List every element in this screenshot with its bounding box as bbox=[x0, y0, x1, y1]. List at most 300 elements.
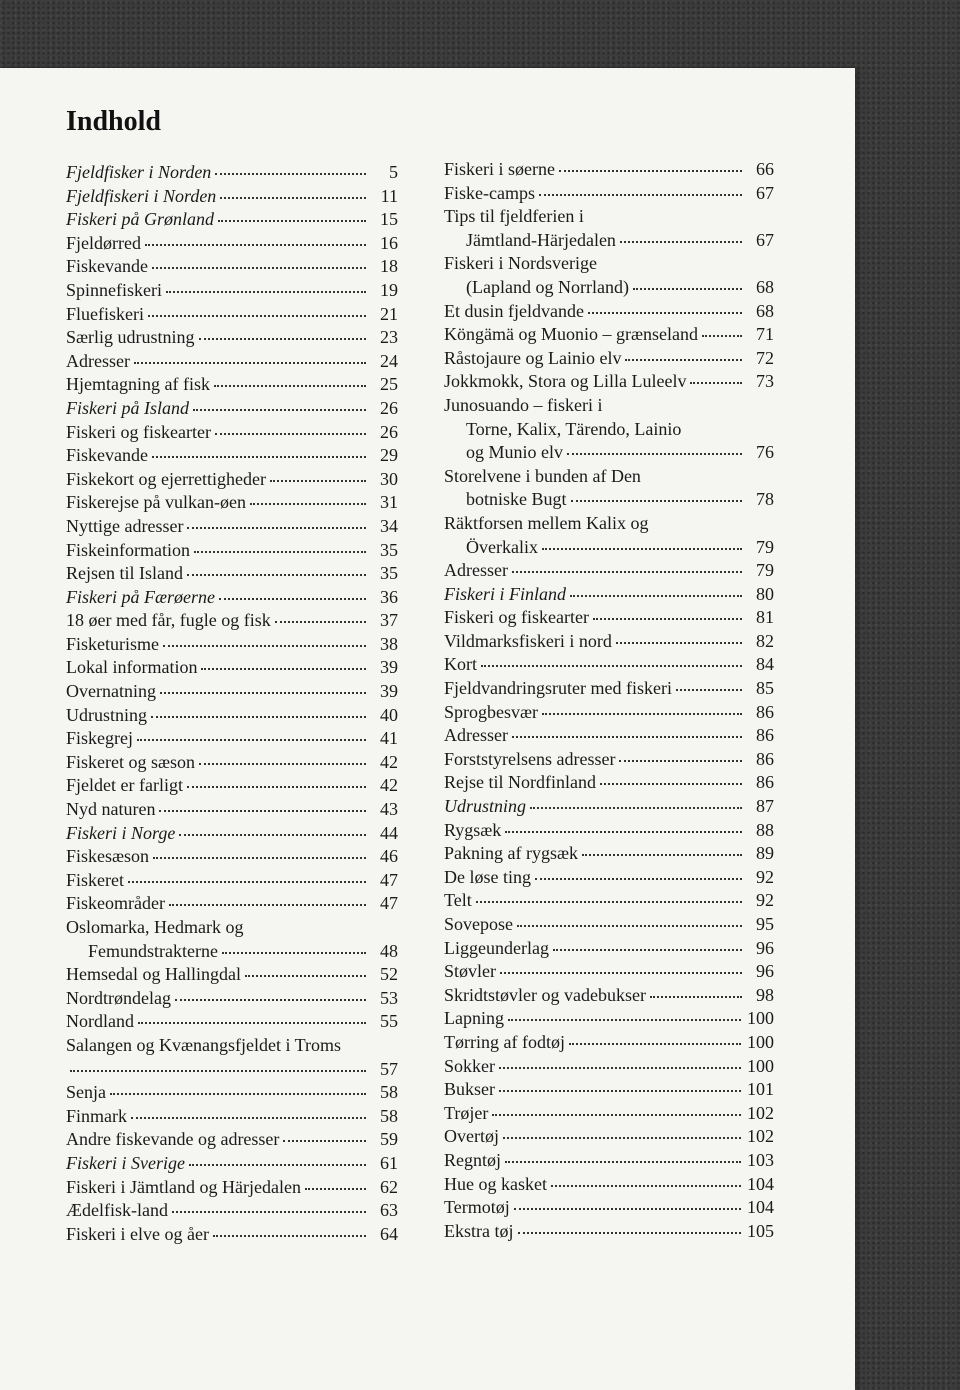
toc-entry-title: Salangen og Kvænangsfjeldet i Troms bbox=[66, 1034, 341, 1055]
toc-entry-title: Fiskeri i elve og åer bbox=[66, 1223, 209, 1244]
toc-entry-title: Sprogbesvær bbox=[444, 701, 538, 722]
toc-entry bbox=[66, 633, 398, 657]
dot-leader bbox=[159, 810, 366, 812]
dot-leader bbox=[553, 949, 742, 951]
dot-leader bbox=[138, 1022, 366, 1024]
toc-page-number: 39 bbox=[380, 657, 398, 678]
toc-entry-title-continued: Överkalix bbox=[466, 536, 538, 557]
toc-entry-title: Tips til fjeldferien i bbox=[444, 206, 584, 227]
toc-entry-title: Overnatning bbox=[66, 681, 156, 702]
dot-leader bbox=[505, 831, 742, 833]
dot-leader bbox=[492, 1114, 741, 1116]
toc-entry-title: Fiskekort og ejerrettigheder bbox=[66, 468, 266, 489]
toc-page-number: 43 bbox=[380, 799, 398, 820]
toc-entry-title: Fluefiskeri bbox=[66, 303, 144, 324]
toc-page-number: 96 bbox=[756, 937, 774, 958]
toc-entry bbox=[444, 771, 774, 795]
toc-entry bbox=[66, 586, 398, 610]
toc-entry-title: Nordtrøndelag bbox=[66, 987, 171, 1008]
dot-leader bbox=[582, 854, 742, 856]
toc-entry-continuation-line bbox=[66, 940, 398, 964]
toc-entry-title-continued: Jämtland-Härjedalen bbox=[466, 229, 616, 250]
toc-entry-title: Råstojaure og Lainio elv bbox=[444, 347, 622, 368]
toc-entry bbox=[66, 751, 398, 775]
toc-entry-title: Fiskeri i Sverige bbox=[66, 1152, 185, 1173]
toc-entry bbox=[444, 960, 774, 984]
toc-entry bbox=[66, 350, 398, 374]
toc-page-number: 19 bbox=[380, 279, 398, 300]
dot-leader bbox=[514, 1208, 741, 1210]
toc-entry bbox=[444, 1055, 774, 1079]
toc-entry-title: Fjeldørred bbox=[66, 232, 141, 253]
toc-page-number: 39 bbox=[380, 681, 398, 702]
toc-page-number: 76 bbox=[756, 442, 774, 463]
toc-entry bbox=[444, 512, 774, 559]
toc-entry-title: Nyd naturen bbox=[66, 799, 156, 820]
toc-entry bbox=[66, 963, 398, 987]
toc-entry bbox=[444, 370, 774, 394]
dot-leader bbox=[194, 551, 366, 553]
toc-entry bbox=[444, 795, 774, 819]
dot-leader bbox=[151, 716, 366, 718]
dot-leader bbox=[213, 1235, 366, 1237]
toc-entry bbox=[66, 774, 398, 798]
toc-entry-title: Nyttige adresser bbox=[66, 515, 184, 536]
dot-leader bbox=[702, 335, 742, 337]
toc-page-number: 11 bbox=[380, 185, 398, 206]
toc-entry bbox=[66, 822, 398, 846]
dot-leader bbox=[215, 433, 366, 435]
dot-leader bbox=[128, 881, 366, 883]
dot-leader bbox=[145, 244, 366, 246]
toc-page-number: 100 bbox=[747, 1008, 774, 1029]
toc-entry bbox=[444, 984, 774, 1008]
toc-entry-title: Andre fiskevande og adresser bbox=[66, 1129, 280, 1150]
dot-leader bbox=[539, 194, 742, 196]
toc-page-number: 105 bbox=[747, 1220, 774, 1241]
dot-leader bbox=[137, 739, 366, 741]
toc-entry-continuation-line bbox=[444, 536, 774, 560]
toc-page-number: 34 bbox=[380, 515, 398, 536]
toc-entry bbox=[66, 1223, 398, 1247]
dot-leader bbox=[551, 1185, 741, 1187]
dot-leader bbox=[187, 527, 366, 529]
toc-entry bbox=[444, 323, 774, 347]
toc-entry-title: De løse ting bbox=[444, 866, 531, 887]
dot-leader bbox=[569, 1043, 741, 1045]
toc-entry bbox=[444, 347, 774, 371]
dot-leader bbox=[199, 338, 366, 340]
toc-entry-title: Fiskeret og sæson bbox=[66, 751, 196, 772]
toc-page-number: 41 bbox=[380, 728, 398, 749]
toc-page-number: 35 bbox=[380, 539, 398, 560]
toc-entry bbox=[444, 158, 774, 182]
toc-entry bbox=[66, 1199, 398, 1223]
dot-leader bbox=[110, 1093, 366, 1095]
toc-entry bbox=[444, 1078, 774, 1102]
toc-entry-continuation-line bbox=[444, 418, 774, 442]
dot-leader bbox=[189, 1164, 366, 1166]
toc-page-number: 78 bbox=[756, 489, 774, 510]
toc-entry bbox=[66, 468, 398, 492]
toc-page-number: 98 bbox=[756, 984, 774, 1005]
toc-page-number: 66 bbox=[756, 159, 774, 179]
toc-entry-title: Fiskevande bbox=[66, 256, 148, 277]
toc-page-number: 101 bbox=[747, 1079, 774, 1100]
toc-entry bbox=[66, 397, 398, 421]
toc-entry-title: Fiskeri og fiskearter bbox=[444, 607, 589, 628]
toc-entry-title: Liggeunderlag bbox=[444, 937, 549, 958]
dot-leader bbox=[283, 1140, 366, 1142]
dot-leader bbox=[153, 857, 366, 859]
toc-page-number: 58 bbox=[380, 1105, 398, 1126]
toc-entry bbox=[66, 892, 398, 916]
toc-entry-continuation-line bbox=[66, 1058, 398, 1082]
toc-entry-title: Rygsæk bbox=[444, 819, 502, 840]
toc-entry-title: Spinnefiskeri bbox=[66, 279, 162, 300]
toc-entry-title: Bukser bbox=[444, 1079, 495, 1100]
toc-entry-title: Fjeldfiskeri i Norden bbox=[66, 185, 217, 206]
toc-entry bbox=[444, 889, 774, 913]
toc-entry bbox=[66, 444, 398, 468]
toc-page-number: 82 bbox=[756, 630, 774, 651]
toc-page-number: 88 bbox=[756, 819, 774, 840]
toc-entry-title: Räktforsen mellem Kalix og bbox=[444, 512, 649, 533]
dot-leader bbox=[542, 713, 742, 715]
toc-entry-title: Adresser bbox=[66, 350, 130, 371]
toc-page-number: 62 bbox=[380, 1176, 398, 1197]
toc-page-number: 23 bbox=[380, 327, 398, 348]
toc-page-number: 79 bbox=[756, 536, 774, 557]
dot-leader bbox=[199, 763, 366, 765]
dot-leader bbox=[187, 786, 366, 788]
toc-entry bbox=[66, 1128, 398, 1152]
dot-leader bbox=[219, 598, 366, 600]
dot-leader bbox=[169, 904, 366, 906]
toc-entry-title: Regntøj bbox=[444, 1149, 501, 1170]
dot-leader bbox=[250, 503, 366, 505]
toc-entry-title-continued: Femundstrakterne bbox=[88, 940, 218, 961]
toc-page-number: 85 bbox=[756, 678, 774, 699]
dot-leader bbox=[559, 170, 742, 172]
toc-page-number: 58 bbox=[380, 1082, 398, 1103]
toc-page-number: 104 bbox=[747, 1197, 774, 1218]
toc-entry bbox=[66, 185, 398, 209]
toc-entry-title: Udrustning bbox=[444, 796, 527, 817]
toc-entry bbox=[444, 630, 774, 654]
toc-entry-title: Skridtstøvler og vadebukser bbox=[444, 984, 646, 1005]
toc-entry-title: Fjeldvandringsruter med fiskeri bbox=[444, 678, 672, 699]
toc-entry bbox=[444, 252, 774, 299]
toc-page-number: 31 bbox=[380, 492, 398, 513]
toc-entry bbox=[444, 913, 774, 937]
dot-leader bbox=[505, 1161, 741, 1163]
toc-page-number: 73 bbox=[756, 371, 774, 392]
toc-page-number: 26 bbox=[380, 397, 398, 418]
toc-entry bbox=[444, 748, 774, 772]
dot-leader bbox=[619, 760, 742, 762]
toc-entry bbox=[66, 609, 398, 633]
toc-entry bbox=[66, 798, 398, 822]
toc-page-number: 100 bbox=[747, 1055, 774, 1076]
toc-entry bbox=[444, 606, 774, 630]
toc-entry-title: Støvler bbox=[444, 961, 496, 982]
toc-page-number: 48 bbox=[380, 940, 398, 961]
toc-entry bbox=[444, 819, 774, 843]
toc-entry-title: Fiskesæson bbox=[66, 846, 150, 867]
toc-page-number: 92 bbox=[756, 890, 774, 911]
toc-entry bbox=[66, 373, 398, 397]
toc-column-left bbox=[66, 161, 398, 1246]
toc-page-number: 55 bbox=[380, 1011, 398, 1032]
toc-entry-continuation-line bbox=[444, 229, 774, 253]
toc-entry bbox=[66, 562, 398, 586]
toc-entry-title: Sovepose bbox=[444, 914, 513, 934]
toc-entry bbox=[66, 987, 398, 1011]
toc-entry bbox=[444, 1173, 774, 1197]
toc-entry-title: Fisketurisme bbox=[66, 633, 159, 654]
toc-entry-title: Köngämä og Muonio – grænseland bbox=[444, 324, 698, 345]
toc-entry bbox=[66, 491, 398, 515]
dot-leader bbox=[179, 834, 366, 836]
dot-leader bbox=[571, 500, 742, 502]
toc-entry bbox=[66, 539, 398, 563]
dot-leader bbox=[512, 736, 742, 738]
toc-entry bbox=[66, 1010, 398, 1034]
toc-entry bbox=[444, 1125, 774, 1149]
toc-page-number: 79 bbox=[756, 560, 774, 581]
dot-leader bbox=[593, 618, 742, 620]
toc-entry-title: Fjeldet er farligt bbox=[66, 775, 183, 796]
toc-column-right bbox=[444, 158, 774, 1243]
toc-entry-title: 18 øer med får, fugle og fisk bbox=[66, 610, 271, 631]
toc-entry-title: Fiskeri i Jämtland og Härjedalen bbox=[66, 1176, 301, 1197]
toc-page-number: 84 bbox=[756, 654, 774, 675]
dot-leader bbox=[275, 621, 366, 623]
toc-entry bbox=[444, 653, 774, 677]
toc-entry-title: Ekstra tøj bbox=[444, 1220, 514, 1241]
dot-leader bbox=[567, 453, 742, 455]
dot-leader bbox=[172, 1211, 366, 1213]
toc-entry bbox=[444, 701, 774, 725]
toc-entry bbox=[66, 845, 398, 869]
toc-page-number: 92 bbox=[756, 866, 774, 887]
toc-entry-title: Fiskeområder bbox=[66, 893, 165, 914]
dot-leader bbox=[542, 548, 742, 550]
toc-page-number: 71 bbox=[756, 324, 774, 345]
toc-page-number: 100 bbox=[747, 1031, 774, 1052]
toc-page-number: 15 bbox=[380, 209, 398, 230]
dot-leader bbox=[499, 1090, 741, 1092]
toc-entry bbox=[444, 394, 774, 441]
toc-page-number: 21 bbox=[380, 303, 398, 324]
toc-entry-title: Lapning bbox=[444, 1008, 504, 1029]
toc-entry bbox=[444, 842, 774, 866]
dot-leader bbox=[163, 645, 366, 647]
toc-entry bbox=[66, 1176, 398, 1200]
dot-leader bbox=[518, 1232, 742, 1234]
dot-leader bbox=[214, 385, 366, 387]
toc-entry bbox=[444, 1102, 774, 1126]
toc-entry-title: Udrustning bbox=[66, 704, 147, 725]
toc-page-number: 86 bbox=[756, 748, 774, 769]
toc-entry-title: Fiskeri på Færøerne bbox=[66, 586, 215, 607]
toc-entry-title: Et dusin fjeldvande bbox=[444, 300, 584, 321]
toc-page-number: 95 bbox=[756, 914, 774, 934]
toc-page-number: 29 bbox=[380, 445, 398, 466]
toc-page-number: 63 bbox=[380, 1200, 398, 1221]
toc-page-number: 80 bbox=[756, 583, 774, 604]
toc-entry bbox=[444, 866, 774, 890]
toc-entry-title: Fiske-camps bbox=[444, 182, 535, 203]
toc-entry bbox=[66, 656, 398, 680]
toc-entry bbox=[66, 869, 398, 893]
toc-entry-title: Fiskevande bbox=[66, 445, 148, 466]
dot-leader bbox=[650, 996, 742, 998]
toc-entry-title: Termotøj bbox=[444, 1197, 510, 1218]
toc-entry-title: Jokkmokk, Stora og Lilla Luleelv bbox=[444, 371, 687, 392]
toc-page-number: 102 bbox=[747, 1102, 774, 1123]
toc-entry bbox=[444, 677, 774, 701]
toc-entry-title: Nordland bbox=[66, 1011, 134, 1032]
toc-page-number: 35 bbox=[380, 563, 398, 584]
dot-leader bbox=[535, 878, 742, 880]
toc-entry bbox=[444, 182, 774, 206]
toc-page-number: 44 bbox=[380, 822, 398, 843]
toc-page-number: 68 bbox=[756, 300, 774, 321]
toc-page-number: 24 bbox=[380, 350, 398, 371]
toc-entry-title: Trøjer bbox=[444, 1102, 489, 1123]
toc-page-number: 47 bbox=[380, 869, 398, 890]
toc-page-number: 42 bbox=[380, 775, 398, 796]
toc-entry bbox=[66, 1081, 398, 1105]
toc-entry-title: Særlig udrustning bbox=[66, 327, 195, 348]
toc-entry-title: Fiskeri på Island bbox=[66, 397, 189, 418]
toc-entry bbox=[444, 1007, 774, 1031]
dot-leader bbox=[148, 315, 366, 317]
toc-entry-title: Tørring af fodtøj bbox=[444, 1031, 565, 1052]
toc-page-number: 81 bbox=[756, 607, 774, 628]
dot-leader bbox=[481, 665, 742, 667]
toc-entry bbox=[66, 916, 398, 963]
toc-entry bbox=[66, 515, 398, 539]
toc-page-number: 18 bbox=[380, 256, 398, 277]
dot-leader bbox=[508, 1019, 741, 1021]
toc-page-number: 57 bbox=[380, 1058, 398, 1079]
toc-entry-title: Fiskegrej bbox=[66, 728, 133, 749]
toc-entry bbox=[444, 300, 774, 324]
toc-page-number: 36 bbox=[380, 586, 398, 607]
toc-page-number: 86 bbox=[756, 725, 774, 746]
dot-leader bbox=[270, 480, 366, 482]
toc-entry-title: Adresser bbox=[444, 560, 508, 581]
toc-entry bbox=[444, 205, 774, 252]
toc-page-number: 38 bbox=[380, 633, 398, 654]
toc-entry-title: Rejse til Nordfinland bbox=[444, 772, 596, 793]
toc-page-number: 104 bbox=[747, 1173, 774, 1194]
dot-leader bbox=[690, 382, 742, 384]
page-title: Indhold bbox=[66, 106, 161, 137]
toc-entry-title: Overtøj bbox=[444, 1126, 499, 1147]
toc-entry-title: Fiskeri i Nordsverige bbox=[444, 253, 597, 274]
toc-entry-title-continued: (Lapland og Norrland) bbox=[466, 276, 629, 297]
dot-leader bbox=[175, 999, 366, 1001]
dot-leader bbox=[588, 312, 742, 314]
toc-entry-title: Rejsen til Island bbox=[66, 563, 183, 584]
toc-entry-title: Oslomarka, Hedmark og bbox=[66, 917, 244, 937]
toc-entry bbox=[66, 326, 398, 350]
toc-entry-title: Fiskeret bbox=[66, 869, 124, 890]
dot-leader bbox=[570, 595, 742, 597]
toc-page-number: 103 bbox=[747, 1149, 774, 1170]
toc-entry-title: Fiskeri i søerne bbox=[444, 159, 555, 179]
toc-entry-title: Hemsedal og Hallingdal bbox=[66, 964, 241, 985]
toc-page-number: 67 bbox=[756, 229, 774, 250]
toc-page-number: 52 bbox=[380, 964, 398, 985]
toc-entry-title: Adresser bbox=[444, 725, 508, 746]
toc-entry bbox=[66, 232, 398, 256]
toc-page-number: 102 bbox=[747, 1126, 774, 1147]
dot-leader bbox=[676, 689, 742, 691]
toc-entry-title: Fiskerejse på vulkan-øen bbox=[66, 492, 246, 513]
toc-entry bbox=[444, 583, 774, 607]
toc-entry-title: Fiskeri på Grønland bbox=[66, 209, 214, 230]
toc-entry-title: og Munio elv bbox=[466, 442, 563, 463]
toc-page-number: 89 bbox=[756, 843, 774, 864]
toc-page-number: 46 bbox=[380, 846, 398, 867]
toc-entry bbox=[66, 161, 398, 185]
toc-page-number: 47 bbox=[380, 893, 398, 914]
dot-leader bbox=[70, 1070, 366, 1072]
toc-entry bbox=[444, 724, 774, 748]
dot-leader bbox=[160, 692, 366, 694]
toc-entry-title: Telt bbox=[444, 890, 472, 911]
toc-entry bbox=[66, 255, 398, 279]
toc-page-number: 25 bbox=[380, 374, 398, 395]
toc-entry bbox=[444, 465, 774, 512]
toc-page-number: 26 bbox=[380, 421, 398, 442]
toc-page-number: 37 bbox=[380, 610, 398, 631]
dot-leader bbox=[201, 668, 366, 670]
toc-entry bbox=[66, 704, 398, 728]
toc-page-number: 87 bbox=[756, 796, 774, 817]
dot-leader bbox=[305, 1188, 366, 1190]
toc-entry bbox=[66, 1152, 398, 1176]
toc-entry-title: Forststyrelsens adresser bbox=[444, 748, 616, 769]
toc-entry-continuation-line bbox=[444, 276, 774, 300]
toc-entry bbox=[66, 1105, 398, 1129]
toc-entry bbox=[444, 1220, 774, 1244]
dot-leader bbox=[193, 409, 366, 411]
toc-entry-title: Fiskeri i Norge bbox=[66, 822, 176, 843]
dot-leader bbox=[152, 267, 366, 269]
toc-entry-title: Ædelfisk-land bbox=[66, 1200, 168, 1221]
toc-entry bbox=[66, 303, 398, 327]
toc-entry bbox=[444, 1149, 774, 1173]
dot-leader bbox=[166, 291, 366, 293]
toc-page-number: 64 bbox=[380, 1223, 398, 1244]
dot-leader bbox=[215, 173, 366, 175]
toc-entry-title: Sokker bbox=[444, 1055, 495, 1076]
toc-entry-title: Senja bbox=[66, 1082, 106, 1103]
toc-entry-title-continued: botniske Bugt bbox=[466, 489, 567, 510]
dot-leader bbox=[134, 362, 366, 364]
toc-page-number: 86 bbox=[756, 772, 774, 793]
toc-page-number: 40 bbox=[380, 704, 398, 725]
toc-page-number: 86 bbox=[756, 701, 774, 722]
toc-entry bbox=[444, 1031, 774, 1055]
toc-entry bbox=[66, 1034, 398, 1081]
